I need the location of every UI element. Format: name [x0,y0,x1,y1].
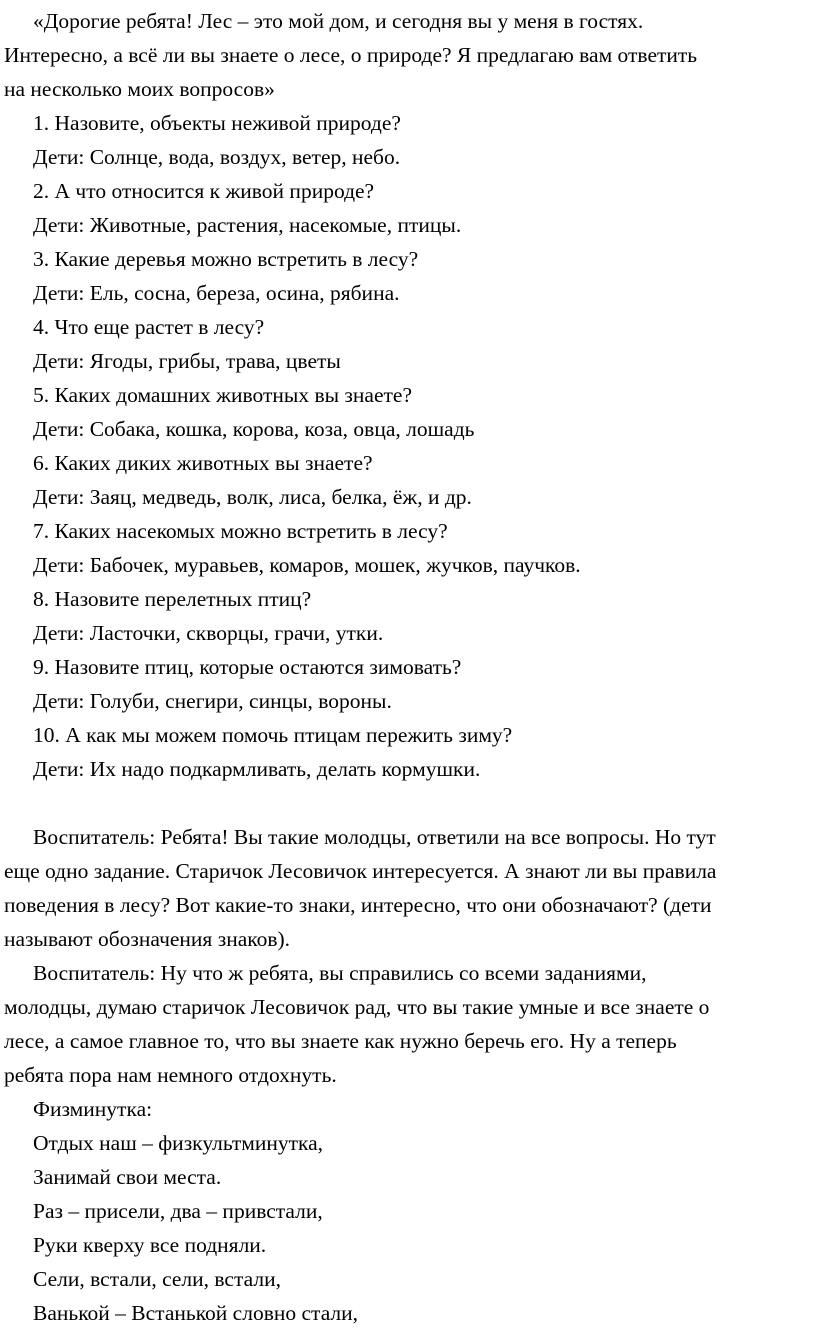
question-answer-list [4,106,816,786]
poem-line: Руки кверху все подняли. [33,1233,267,1257]
poem-line: Занимай свои места. [33,1165,222,1189]
question: 8. Назовите перелетных птиц? [33,587,312,611]
answer: Дети: Животные, растения, насекомые, птицы. [33,213,462,237]
answer: Дети: Ягоды, грибы, трава, цветы [33,349,341,373]
teacher-line: Воспитатель: Ну что ж ребята, вы справились со всеми заданиями, [33,961,647,985]
answer: Дети: Солнце, вода, воздух, ветер, небо. [33,145,401,169]
answer: Дети: Ласточки, скворцы, грачи, утки. [33,621,384,645]
answer: Дети: Их надо подкармливать, делать кормушки. [33,757,481,781]
answer: Дети: Бабочек, муравьев, комаров, мошек, жучков, паучков. [33,553,581,577]
poem-line: Отдых наш – физкультминутка, [33,1131,324,1155]
poem-line: Раз – присели, два – привстали, [33,1199,323,1223]
answer: Дети: Собака, кошка, корова, коза, овца, лошадь [33,417,475,441]
question: 3. Какие деревья можно встретить в лесу? [33,247,419,271]
teacher-line: называют обозначения знаков). [4,927,291,951]
teacher-paragraph-2 [4,956,816,1092]
teacher-paragraph-1 [4,820,816,956]
answer: Дети: Заяц, медведь, волк, лиса, белка, ёж, и др. [33,485,472,509]
teacher-line: молодцы, думаю старичок Лесовичок рад, что вы такие умные и все знаете о [4,995,710,1019]
poem [4,1092,816,1330]
blank-line [4,786,816,820]
poem-line: Ванькой – Встанькой словно стали, [33,1301,359,1325]
answer: Дети: Голуби, снегири, синцы, вороны. [33,689,392,713]
answer: Дети: Ель, сосна, береза, осина, рябина. [33,281,400,305]
question: 1. Назовите, объекты неживой природе? [33,111,401,135]
poem-title: Физминутка: [33,1097,153,1121]
question: 6. Каких диких животных вы знаете? [33,451,373,475]
teacher-line: Воспитатель: Ребята! Вы такие молодцы, ответили на все вопросы. Но тут [33,825,716,849]
teacher-line: еще одно задание. Старичок Лесовичок интересуется. А знают ли вы правила [4,859,717,883]
question: 4. Что еще растет в лесу? [33,315,265,339]
question: 7. Каких насекомых можно встретить в лесу? [33,519,448,543]
intro-line: Интересно, а всё ли вы знаете о лесе, о природе? Я предлагаю вам ответить [4,43,698,67]
teacher-line: лесе, а самое главное то, что вы знаете как нужно беречь его. Ну а теперь [4,1029,677,1053]
poem-line: Сели, встали, сели, встали, [33,1267,281,1291]
question: 10. А как мы можем помочь птицам пережить зиму? [33,723,513,747]
question: 5. Каких домашних животных вы знаете? [33,383,412,407]
intro-paragraph [4,4,816,106]
question: 9. Назовите птиц, которые остаются зимовать? [33,655,462,679]
teacher-line: поведения в лесу? Вот какие-то знаки, интересно, что они обозначают? (дети [4,893,712,917]
question: 2. А что относится к живой природе? [33,179,375,203]
intro-line: «Дорогие ребята! Лес – это мой дом, и сегодня вы у меня в гостях. [33,9,644,33]
teacher-line: ребята пора нам немного отдохнуть. [4,1063,337,1087]
intro-line: на несколько моих вопросов» [4,77,275,101]
